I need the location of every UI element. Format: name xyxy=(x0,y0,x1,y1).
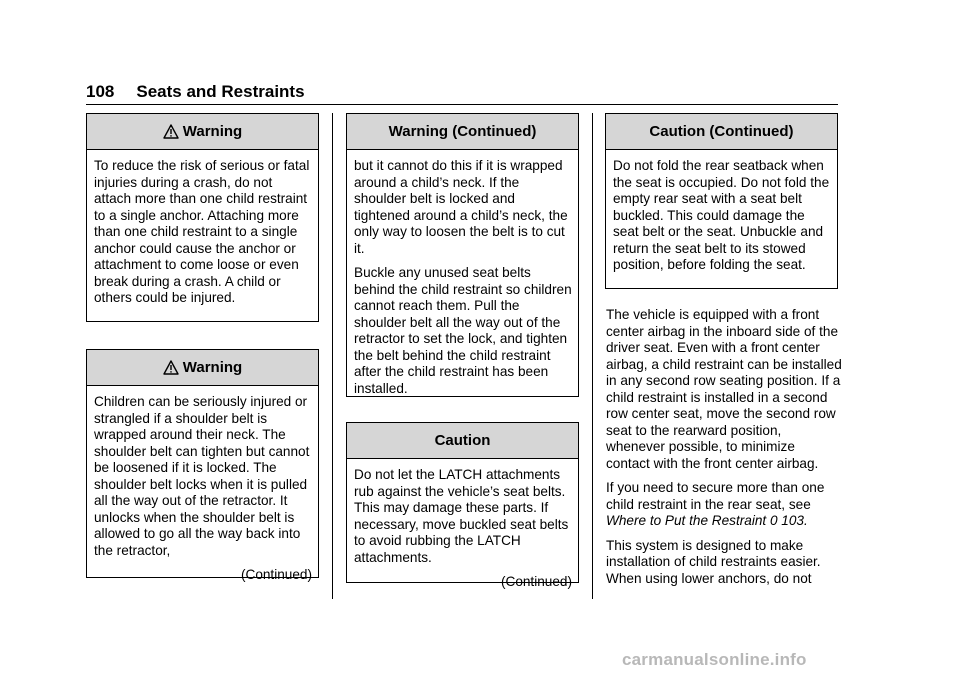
caution-title-bar xyxy=(347,423,578,459)
watermark: carmanualsonline.info xyxy=(622,650,807,669)
warning-triangle-icon xyxy=(163,124,179,139)
column-separator xyxy=(332,113,333,599)
warning-title: Warning xyxy=(182,359,243,376)
page-number: 108 xyxy=(86,82,115,101)
caution-box-latch xyxy=(346,422,579,589)
page-header xyxy=(86,82,305,102)
warning-title-bar xyxy=(347,114,578,150)
continued-label: (Continued) xyxy=(240,567,312,582)
warning-box-shoulder-belt xyxy=(86,349,319,582)
column-separator xyxy=(592,113,593,599)
continued-label: (Continued) xyxy=(500,574,572,589)
paragraph-center-airbag: The vehicle is equipped with a front center airbag in the inboard side of the driver seat. Even with a front center airbag, a child restraint can be installed in any second row seating position. If a child restraint is installed in a second row center seat, move the second row seat to the rearward position, whenever possible, to minimize contact with the front center airbag. xyxy=(606,307,842,471)
warning-title-bar xyxy=(87,114,318,150)
caution-continued-box xyxy=(605,113,838,289)
warning-text: To reduce the risk of serious or fatal injuries during a crash, do not attach more than one child restraint to a single anchor. Attaching more than one child restraint to a single anchor could cause the anchor or attachment to come loose or even break during a crash. A child or others could be injured. xyxy=(94,158,310,305)
warning-title: Warning xyxy=(182,123,243,140)
cross-reference-link[interactable]: Where to Put the Restraint xyxy=(606,513,767,528)
warning-continued-box xyxy=(346,113,579,397)
paragraph-secure-more: If you need to secure more than one child restraint in the rear seat, see Where to Put the Restraint 0 103. xyxy=(606,480,825,528)
caution-text: Do not fold the rear seatback when the seat is occupied. Do not fold the empty rear seat with a seat belt buckled. This could damage the seat belt or the seat. Unbuckle and return the seat belt to its stowed position, before folding the seat. xyxy=(613,158,830,272)
body-text xyxy=(606,307,842,595)
warning-text: Buckle any unused seat belts behind the child restraint so children cannot reach them. Pull the shoulder belt all the way out of the retractor to set the lock, and tighten the belt behind the child restraint after the child restraint has been installed. xyxy=(354,265,572,396)
header-rule xyxy=(86,104,838,105)
caution-text: Do not let the LATCH attachments rub against the vehicle’s seat belts. This may damage these parts. If necessary, move buckled seat belts to avoid rubbing the LATCH attachments. xyxy=(354,467,569,565)
caution-title: Caution xyxy=(434,432,491,449)
section-title: Seats and Restraints xyxy=(136,82,305,101)
warning-title: Warning (Continued) xyxy=(388,123,537,140)
warning-text: but it cannot do this if it is wrapped around a child’s neck. If the shoulder belt is locked and tightened around a child’s neck, the only way to loosen the belt is to cut it. xyxy=(354,158,568,256)
paragraph-lower-anchors: This system is designed to make installation of child restraints easier. When using lower anchors, do not xyxy=(606,537,821,586)
caution-title-bar xyxy=(606,114,837,150)
page-reference[interactable]: 0 103 xyxy=(769,513,804,528)
caution-title: Caution (Continued) xyxy=(649,123,794,140)
warning-box-anchor xyxy=(86,113,319,322)
warning-text: Children can be seriously injured or strangled if a shoulder belt is wrapped around their neck. The shoulder belt can tighten but cannot be loosened if it is locked. The shoulder belt locks when it is pulled all the way out of the retractor. It unlocks when the shoulder belt is allowed to go all the way back into the retractor, xyxy=(94,394,310,558)
warning-triangle-icon xyxy=(163,360,179,375)
warning-title-bar xyxy=(87,350,318,386)
